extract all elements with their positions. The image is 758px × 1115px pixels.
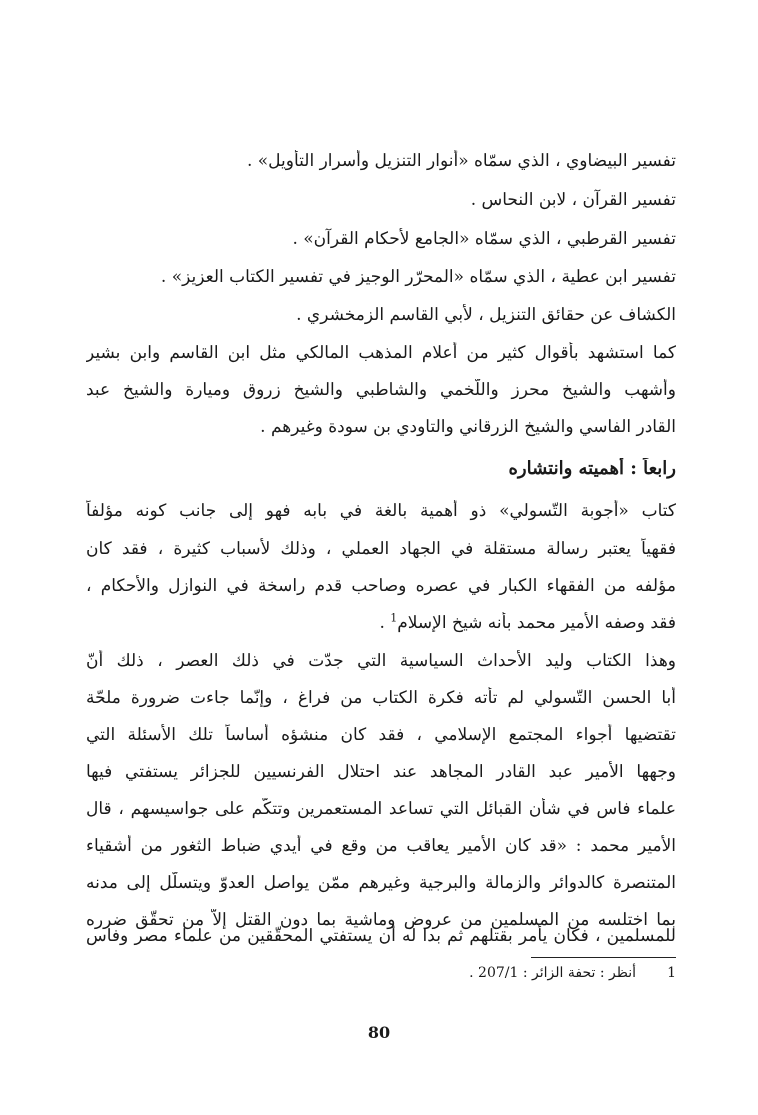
text-line: للمسلمين ، فكان يأمر بقتلهم ثم بدا له أن يستفتي المحقّقين من علماء مصر وفاس [86, 926, 676, 946]
text-line: الكشاف عن حقائق التنزيل ، لأبي القاسم الزمخشري . [296, 305, 676, 325]
text-line: تفسير ابن عطية ، الذي سمّاه «المحرّر الوجيز في تفسير الكتاب العزيز» . [160, 267, 676, 287]
text-line: تفسير القرطبي ، الذي سمّاه «الجامع لأحكام القرآن» . [292, 229, 676, 249]
text-line: تفسير القرآن ، لابن النحاس . [470, 190, 676, 210]
text-line: وهذا الكتاب وليد الأحداث السياسية التي جدّت في ذلك العصر ، ذلك أنّ [86, 651, 676, 671]
text-line: الأمير محمد : «قد كان الأمير يعاقب من وقع في أيدي ضباط الثغور من أشقياء [86, 836, 676, 856]
footnote-text: أنظر : تحفة الزائر : 207/1 . [469, 965, 636, 981]
section-heading: رابعاً : أهميته وانتشاره [508, 458, 676, 479]
text-line: القادر الفاسي والشيخ الزرقاني والتاودي بن سودة وغيرهم . [260, 417, 676, 437]
text-line: تفسير البيضاوي ، الذي سمّاه «أنوار التنزيل وأسرار التأويل» . [246, 151, 676, 171]
text-line: علماء فاس في شأن القبائل التي تساعد المستعمرين وتتكّم على جواسيسهم ، قال [86, 799, 676, 819]
page-number: 80 [367, 1023, 391, 1042]
text-line: كما استشهد بأقوال كثير من أعلام المذهب المالكي مثل ابن القاسم وابن بشير [86, 343, 676, 363]
footnote-number: 1 [667, 965, 676, 981]
text-line: المتنصرة كالدوائر والزمالة والبرجية وغيرهم ممّن يواصل العدوّ ويتسلّل إلى مدنه [86, 873, 676, 893]
text-line: بما اختلسه من المسلمين من عروض وماشية بما دون القتل إلاّ من تحقّق ضرره [86, 910, 676, 930]
text-line: وأشهب والشيخ محرز واللّخمي والشاطبي والشيخ زروق وميارة والشيخ عبد [86, 380, 676, 400]
text-line: تقتضيها أجواء المجتمع الإسلامي ، فقد كان منشؤه أساساً تلك الأسئلة التي [86, 725, 676, 745]
footnote-separator [531, 957, 676, 958]
text-line: أبا الحسن التّسولي لم تأته فكرة الكتاب من فراغ ، وإنّما جاءت ضرورة ملحّة [86, 688, 676, 708]
footnote-marker: 1 [390, 612, 398, 625]
text-line: كتاب «أجوبة التّسولي» ذو أهمية بالغة في بابه فهو إلى جانب كونه مؤلفاً [86, 501, 676, 521]
text-line: فقهياً يعتبر رسالة مستقلة في الجهاد العملي ، وذلك لأسباب كثيرة ، فقد كان [86, 539, 676, 559]
text-line: فقد وصفه الأمير محمد بأنه شيخ الإسلام$^1$ . [379, 612, 676, 633]
text-line-content: فقد وصفه الأمير محمد بأنه شيخ الإسلام [397, 613, 676, 633]
text-line: مؤلفه من الفقهاء الكبار في عصره وصاحب قدم راسخة في النوازل والأحكام ، [86, 576, 676, 596]
text-line: وجهها الأمير عبد القادر المجاهد عند احتلال الفرنسيين للجزائر يستفتي فيها [86, 762, 676, 782]
